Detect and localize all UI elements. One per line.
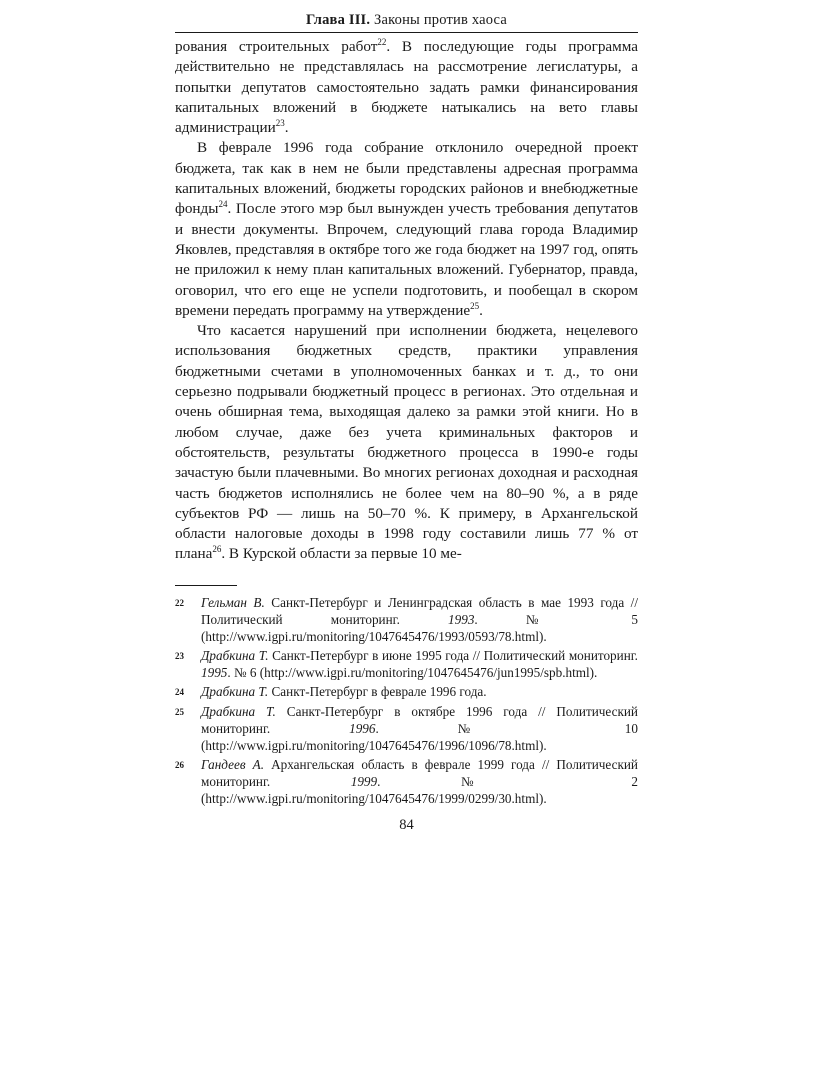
- text-run: Санкт-Петербург в октябре 1996 года // Политический мониторинг.: [201, 703, 638, 736]
- running-header: [175, 12, 638, 33]
- footnotes: [175, 594, 638, 807]
- footnote-text: [201, 683, 638, 701]
- footnote-item: [175, 594, 638, 645]
- footnote-ref: 24: [218, 199, 228, 210]
- text-run: . В последующие годы программа действительно не представлялась на рассмотрение легислатуры, а попытки депутатов самостоятельно задать рамки финансирования капитальных вложений в бюджете натыкались на вето главы администрации: [175, 38, 639, 137]
- footnote-text: [201, 756, 638, 807]
- text-run: . После этого мэр был вынужден учесть требования депутатов и внести документы. Впрочем, следующий глава города Владимир Яковлев, представляя в октябре того же года бюджет на 1997 год, опять не приложил к нему план капитальных вложений. Губернатор, правда, оговорил, что его еще не успели подготовить, и пообещал в скором времени передать программу на утверждение: [175, 200, 638, 319]
- footnote-ref: 23: [275, 118, 285, 129]
- author-name: Гандеев А.: [201, 756, 265, 772]
- chapter-label: Глава III.: [305, 12, 371, 28]
- text-run: Санкт-Петербург в феврале 1996 года.: [268, 683, 487, 699]
- text-run: В феврале 1996 года собрание отклонило очередной проект бюджета, так как в нем не были представлены адресная программа капитальных вложений, бюджеты городских районов и внебюджетные фонды: [175, 139, 638, 218]
- footnote-text: [201, 594, 638, 645]
- text-run: . № 5 (http://www.igpi.ru/monitoring/1047645476/1993/0593/78.html).: [201, 611, 638, 644]
- page-number: 84: [399, 816, 414, 833]
- text-run: . В Курской области за первые 10 ме-: [221, 545, 462, 563]
- text-run: Архангельская область в феврале 1999 года // Политический мониторинг.: [201, 756, 638, 789]
- text-run: .: [479, 301, 483, 319]
- author-name: Гельман В.: [201, 594, 265, 610]
- paragraph: [175, 138, 638, 321]
- text-run: . № 10 (http://www.igpi.ru/monitoring/1047645476/1996/1096/78.html).: [201, 720, 638, 753]
- text-run: Что касается нарушений при исполнении бюджета, нецелевого использования бюджетных средств, практики управления бюджетными счетами в уполномоченных банках и т. д., то они серьезно подрывали бюджетный процесс в регионах. Это отдельная и очень обширная тема, выходящая далеко за рамки этой книги. Но в любом случае, даже без учета криминальных факторов и обстоятельств, результаты бюджетного процесса в 1990-е годы зачастую были плачевными. Во многих регионах доходная и расходная часть бюджетов исполнялись не более чем на 80–90 %, а в ряде субъектов РФ — лишь на 50–70 %. К примеру, в Архангельской области налоговые доходы в 1998 году составили лишь 77 % от плана: [175, 322, 638, 563]
- footnote-number: 26: [175, 759, 184, 770]
- footnote-item: [175, 756, 638, 807]
- footnote-ref: 26: [212, 544, 222, 555]
- paragraph: [175, 37, 638, 138]
- footnote-item: [175, 703, 638, 754]
- text-run: Санкт-Петербург и Ленинградская область в мае 1993 года // Политический мониторинг.: [201, 594, 638, 627]
- main-text: [175, 37, 638, 565]
- text-run: . № 6 (http://www.igpi.ru/monitoring/1047645476/jun1995/spb.html).: [227, 664, 598, 680]
- footnote-ref: 25: [470, 300, 480, 311]
- text-run: . № 2 (http://www.igpi.ru/monitoring/1047645476/1999/0299/30.html).: [201, 773, 638, 806]
- footnote-item: [175, 647, 638, 681]
- footnote-separator: [175, 585, 237, 586]
- paragraph: [175, 321, 638, 565]
- author-name: Драбкина Т.: [201, 703, 276, 719]
- footnote-ref: 22: [377, 37, 387, 47]
- footnote-number: 24: [175, 686, 184, 697]
- footnote-text: [201, 703, 638, 754]
- author-name: 1996: [349, 720, 376, 736]
- author-name: 1995: [201, 664, 228, 680]
- footnote-text: [201, 647, 638, 681]
- author-name: Драбкина Т.: [201, 683, 269, 699]
- author-name: 1999: [350, 773, 378, 789]
- footnote-number: 22: [175, 597, 184, 608]
- text-run: рования строительных работ: [175, 38, 378, 55]
- book-page: [175, 12, 638, 834]
- author-name: Драбкина Т.: [201, 647, 269, 663]
- text-run: Санкт-Петербург в июне 1995 года // Политический мониторинг.: [268, 647, 638, 663]
- author-name: 1993: [448, 611, 475, 627]
- footnote-number: 23: [175, 650, 184, 661]
- text-run: .: [284, 119, 289, 137]
- chapter-title: Законы против хаоса: [374, 12, 508, 28]
- footnote-item: [175, 683, 638, 701]
- footnote-number: 25: [175, 706, 184, 717]
